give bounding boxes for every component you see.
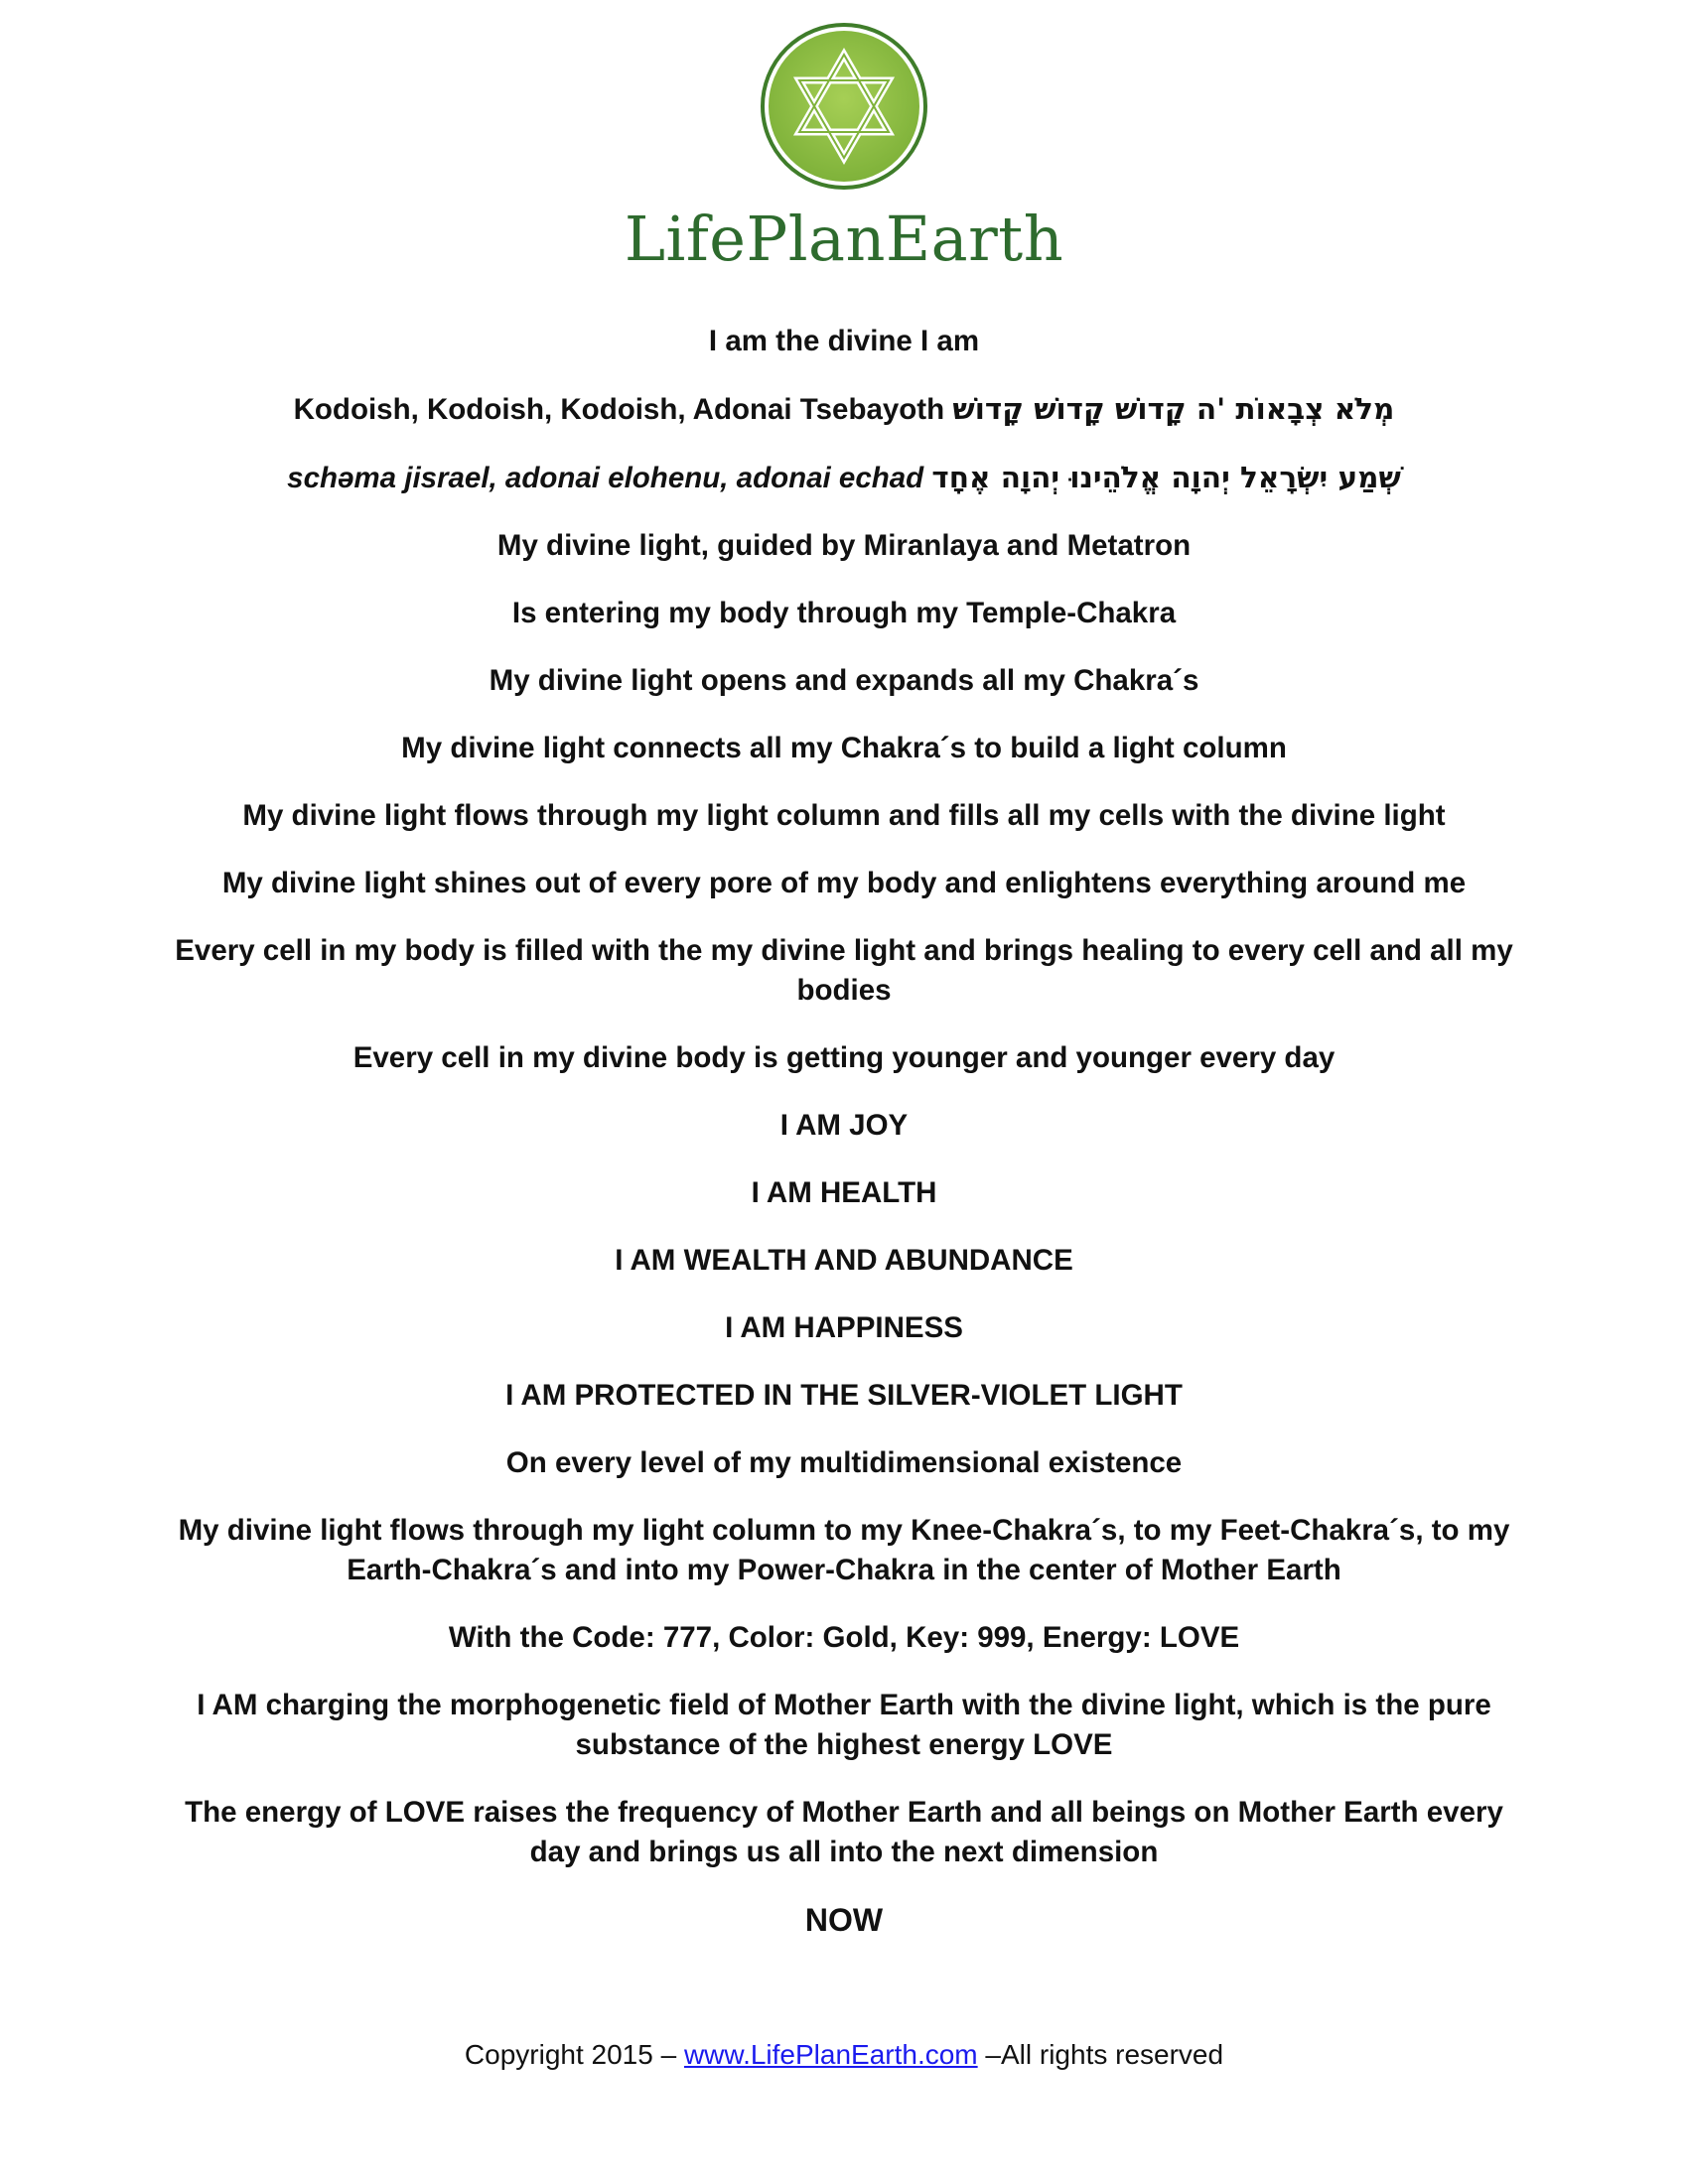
line-11: Every cell in my divine body is getting younger and younger every day — [352, 1041, 1336, 1074]
line-14: I AM WEALTH AND ABUNDANCE — [615, 1244, 1073, 1277]
line-1: I am the divine I am — [708, 325, 980, 357]
line-20: I AM charging the morphogenetic field of Mother Earth with the divine light, which is the pure substance of the highest energy LOVE — [197, 1689, 1491, 1761]
line-3-latin: schəma jisrael, adonai elohenu, adonai echad — [287, 462, 924, 494]
line-19: With the Code: 777, Color: Gold, Key: 999, Energy: LOVE — [448, 1621, 1240, 1654]
line-7: My divine light connects all my Chakra´s to build a light column — [401, 732, 1287, 764]
line-6: My divine light opens and expands all my Chakra´s — [489, 664, 1199, 697]
line-16: I AM PROTECTED IN THE SILVER-VIOLET LIGHT — [505, 1379, 1183, 1412]
line-13: I AM HEALTH — [751, 1176, 937, 1209]
line-2 — [169, 389, 1519, 430]
header — [0, 22, 1688, 275]
line-5: Is entering my body through my Temple-Chakra — [511, 597, 1177, 629]
copyright-suffix: –All rights reserved — [977, 2039, 1224, 2070]
line-21: The energy of LOVE raises the frequency of Mother Earth and all beings on Mother Earth every day and brings us all into the next dimension — [185, 1796, 1503, 1868]
line-15: I AM HAPPINESS — [725, 1311, 963, 1344]
affirmation-text — [169, 322, 1519, 1968]
star-of-david-icon — [760, 22, 928, 191]
line-2-latin: Kodoish, Kodoish, Kodoish, Adonai Tsebayoth — [293, 393, 945, 426]
line-22: NOW — [804, 1902, 884, 1938]
line-17: On every level of my multidimensional existence — [505, 1446, 1183, 1479]
line-3-hebrew: שְׁמַע יִשְׂרָאֵל יְהוָה אֱלֹהֵינוּ יְהוָה אֶחָד — [931, 461, 1401, 494]
line-8: My divine light flows through my light column and fills all my cells with the divine light — [242, 799, 1446, 832]
website-link[interactable]: www.LifePlanEarth.com — [683, 2039, 978, 2070]
line-3 — [169, 458, 1519, 498]
line-2-hebrew: מְלֹא צְבָאוֹת 'ה קָדוֹשׁ קָדוֹשׁ קָדוֹשׁ — [952, 392, 1395, 426]
copyright-prefix: Copyright 2015 – — [464, 2039, 684, 2070]
line-9: My divine light shines out of every pore of my body and enlightens everything around me — [221, 867, 1467, 899]
line-12: I AM JOY — [779, 1109, 909, 1142]
line-18: My divine light flows through my light column to my Knee-Chakra´s, to my Feet-Chakra´s, to my Earth-Chakra´s and into my Power-Chakra in the center of Mother Earth — [178, 1514, 1510, 1586]
copyright-footer — [0, 2039, 1688, 2071]
brand-name: LifePlanEarth — [624, 203, 1064, 275]
line-10: Every cell in my body is filled with the my divine light and brings healing to every cell and all my bodies — [175, 934, 1513, 1007]
line-4: My divine light, guided by Miranlaya and Metatron — [496, 529, 1192, 562]
